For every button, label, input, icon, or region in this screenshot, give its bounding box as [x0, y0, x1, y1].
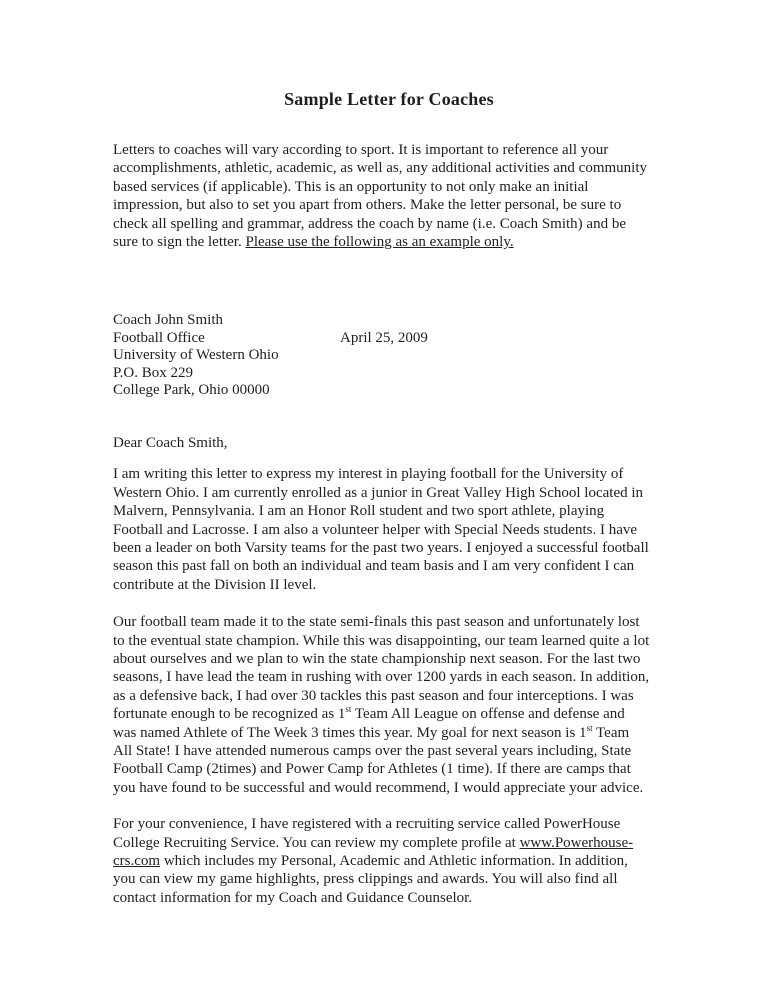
- text-run: Coach John Smith: [113, 312, 224, 329]
- text-run: about ourselves and we plan to win the state championship next season. For the last two: [113, 651, 641, 667]
- body-paragraph-1: [113, 465, 665, 594]
- text-line: [113, 668, 665, 686]
- text-run: Letters to coaches will vary according to sport. It is important to reference all your: [113, 142, 609, 158]
- text-line: [113, 312, 665, 330]
- text-line: [113, 196, 665, 214]
- text-line: [113, 650, 665, 668]
- text-run: College Park, Ohio 00000: [113, 382, 270, 399]
- text-line: [113, 576, 665, 594]
- text-run: Our football team made it to the state semi-finals this past season and unfortunately lost: [113, 614, 640, 631]
- text-run: check all spelling and grammar, address the coach by name (i.e. Coach Smith) and be: [113, 215, 626, 232]
- text-line: [113, 779, 665, 797]
- superscript-text: st: [586, 722, 593, 733]
- text-line: [113, 870, 665, 888]
- text-run: you have found to be successful and would recommend, I would appreciate your advice.: [113, 779, 644, 796]
- text-line: [113, 613, 665, 631]
- underlined-text: www.Powerhouse-: [519, 834, 634, 851]
- text-run: All State! I have attended numerous camps over the past several years including, State: [113, 743, 632, 760]
- body-paragraph-3: [113, 815, 665, 907]
- text-run: contribute at the Division II level.: [113, 576, 317, 593]
- text-line: [113, 557, 665, 575]
- text-run: Football Office: [113, 329, 205, 346]
- underlined-text: crs.com: [113, 853, 161, 870]
- text-line: [113, 141, 665, 159]
- text-run: Team All League on offense and defense and: [351, 706, 625, 723]
- salutation: Dear Coach Smith,: [113, 434, 228, 451]
- text-run: as a defensive back, I had over 30 tackles this past season and four interceptions. I was: [113, 687, 634, 704]
- text-line: [113, 233, 665, 251]
- text-line: [113, 852, 665, 870]
- text-run: Football and Lacrosse. I am also a volunteer helper with Special Needs students. I have: [113, 521, 638, 538]
- text-run: accomplishments, athletic, academic, as well as, any additional activities and community: [113, 160, 648, 177]
- text-run: fortunate enough to be recognized as 1: [113, 706, 346, 723]
- recipient-address-block: [113, 312, 665, 400]
- text-line: [113, 834, 665, 852]
- text-line: [113, 742, 665, 760]
- text-line: [113, 705, 665, 723]
- text-run: Team: [592, 724, 630, 741]
- underlined-text: Please use the following as an example only.: [245, 234, 514, 251]
- text-run: contact information for my Coach and Guidance Counselor.: [113, 889, 473, 906]
- text-run: impression, but also to set you apart from others. Make the letter personal, be sure to: [113, 197, 622, 214]
- text-line: [113, 347, 665, 365]
- text-line: [113, 815, 665, 833]
- text-run: sure to sign the letter.: [113, 234, 246, 251]
- superscript-text: st: [345, 704, 352, 715]
- text-line: [113, 484, 665, 502]
- text-line: [113, 465, 665, 483]
- text-line: [113, 632, 665, 650]
- text-run: College Recruiting Service. You can review my complete profile at: [113, 834, 520, 851]
- intro-paragraph: [113, 141, 665, 251]
- body-paragraph-2: [113, 613, 665, 797]
- text-line: [113, 724, 665, 742]
- page-title: Sample Letter for Coaches: [284, 89, 494, 109]
- text-line: [113, 760, 665, 778]
- letter-content: [113, 88, 665, 907]
- text-line: [113, 521, 665, 539]
- text-run: I am writing this letter to express my interest in playing football for the University of: [113, 466, 624, 483]
- text-run: which includes my Personal, Academic and Athletic information. In addition,: [160, 853, 628, 870]
- text-run: based services (if applicable). This is an opportunity to not only make an initial: [113, 178, 589, 195]
- text-line: [113, 159, 665, 177]
- text-line: [113, 382, 665, 400]
- text-run: to the eventual state champion. While this was disappointing, our team learned quite a lot: [113, 632, 650, 649]
- text-line: [113, 539, 665, 557]
- text-line: [113, 365, 665, 383]
- text-run: For your convenience, I have registered with a recruiting service called PowerHouse: [113, 816, 621, 833]
- text-run: been a leader on both Varsity teams for the past two years. I enjoyed a successful football: [113, 539, 649, 556]
- text-run: Malvern, Pennsylvania. I am an Honor Roll student and two sport athlete, playing: [113, 503, 605, 520]
- text-line: [113, 687, 665, 705]
- text-line: [113, 178, 665, 196]
- text-run: was named Athlete of The Week 3 times this year. My goal for next season is 1: [113, 724, 587, 741]
- recipient-address-lines: [113, 312, 665, 400]
- text-run: season this past fall on both an individual and team basis and I am very confident I can: [113, 558, 635, 575]
- text-line: [113, 215, 665, 233]
- text-run: seasons, I have lead the team in rushing with over 1200 yards in each season. In addition,: [113, 669, 650, 686]
- text-line: [113, 502, 665, 520]
- text-run: P.O. Box 229: [113, 364, 194, 381]
- text-run: Western Ohio. I am currently enrolled as a junior in Great Valley High School located in: [113, 484, 644, 501]
- letter-date: April 25, 2009: [340, 329, 428, 346]
- text-run: University of Western Ohio: [113, 347, 279, 364]
- text-run: Football Camp (2times) and Power Camp for Athletes (1 time). If there are camps that: [113, 761, 631, 778]
- text-line: [113, 889, 665, 907]
- text-run: you can view my game highlights, press clippings and awards. You will also find all: [113, 871, 618, 888]
